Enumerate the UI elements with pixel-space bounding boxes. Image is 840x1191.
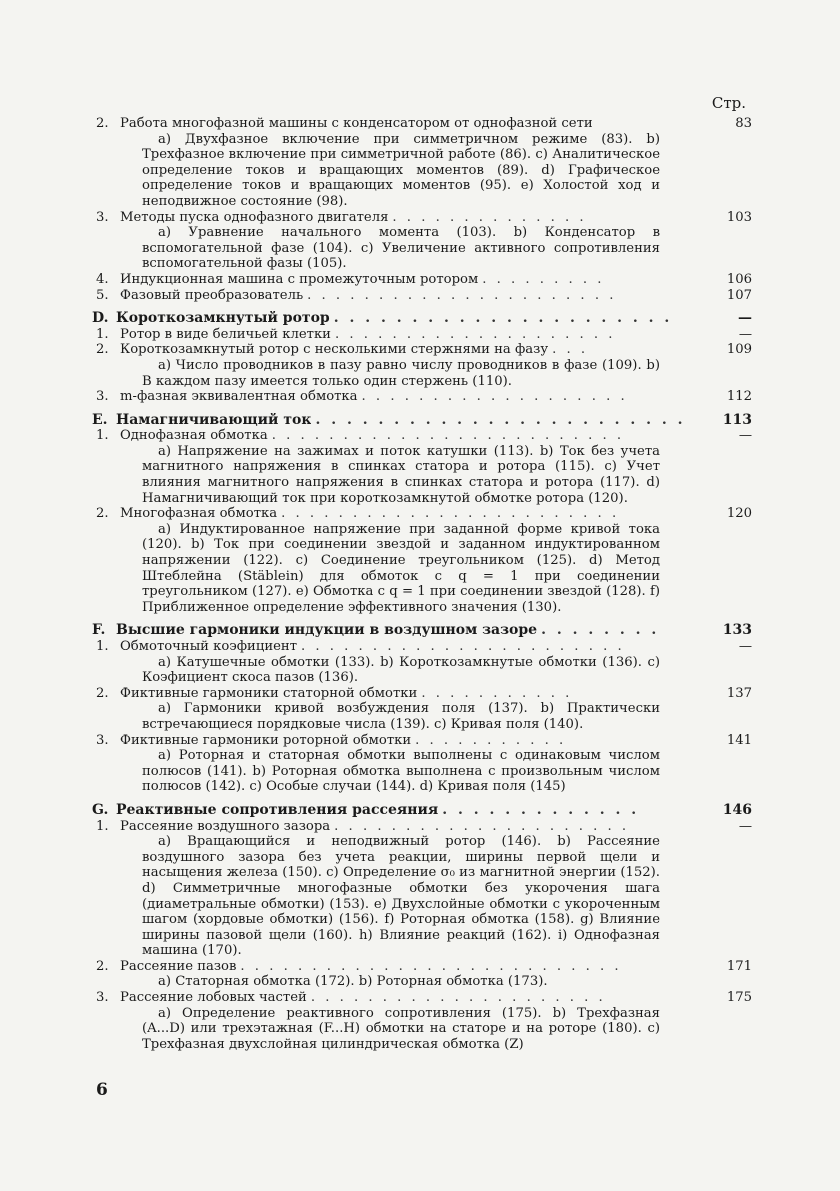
entry-page-number: 113 (722, 411, 752, 428)
entry-title: Работа многофазной машины с конденсатором от однофазной сети (120, 116, 593, 131)
entry-number: 5. (96, 287, 109, 303)
entry-description: а) Напряжение на зажимах и поток катушки (113). b) Ток без учета магнитного напряжения в спинках статора и ротора (115). c) Учет влияния магнитного напряжения в спинках статора и ротора (117). d) Намагничивающий ток при короткозамкнутой обмотке ротора (120). (142, 443, 660, 506)
leader-dots: . . . . . . . . . . . . . . . . . . . . . . (307, 287, 617, 303)
entry-page-number: 103 (726, 209, 752, 225)
leader-dots: . . . . . . . . . . . . . . . . . . . . . . . . (281, 506, 620, 522)
page-number: 6 (96, 1080, 108, 1100)
toc-entry-line (92, 623, 752, 639)
toc-entry (92, 288, 752, 304)
leader-dots: . . . . . . . . . . . . . . . . . . . . (334, 326, 616, 342)
entry-page-number: 109 (726, 342, 752, 358)
toc-entry (92, 210, 752, 272)
entry-title: Фиктивные гармоники роторной обмотки (120, 732, 412, 748)
entry-title: Ротор в виде беличьей клетки (120, 326, 331, 342)
entry-number: G. (92, 801, 109, 818)
toc-entry (92, 428, 752, 506)
entry-description: а) Уравнение начального момента (103). b) Конденсатор в вспомогательной фазе (104). c) Увеличение активного сопротивления вспомогательной фазы (105). (142, 225, 660, 272)
leader-dots: . . . . . . . . . . . . . . . . . . . . . . . (301, 639, 625, 654)
toc-entry-line (92, 342, 752, 358)
entry-page-number: 133 (722, 622, 752, 639)
toc-entry-line (92, 272, 752, 288)
entry-number: 3. (96, 732, 109, 748)
leader-dots: . . . . . . . . . . . . . . . . . . . . . . . . . . . (240, 958, 622, 974)
entry-number: 2. (96, 342, 109, 358)
toc-entry (92, 733, 752, 795)
entry-page-number: 112 (726, 389, 752, 405)
toc-entry (92, 959, 752, 990)
entry-number: 2. (96, 685, 109, 701)
page-column-header: Стр. (711, 94, 746, 112)
leader-dots: . . . . . . . . . . . . . . . . . . . . . (334, 818, 630, 834)
entry-page-number: 175 (726, 990, 752, 1006)
leader-dots: . . . . . . . . . . . (415, 732, 567, 748)
entry-title: Короткозамкнутый ротор (116, 311, 330, 327)
toc-section (92, 803, 752, 819)
entry-description: а) Статорная обмотка (172). b) Роторная обмотка (173). (158, 974, 548, 990)
leader-dots: . . . . . . . . . . . . . . . . . . . (361, 389, 628, 405)
toc-entry (92, 272, 752, 288)
entry-page-number: — (738, 818, 752, 834)
entry-number: 3. (96, 209, 109, 225)
toc-entry (92, 327, 752, 343)
toc-entry-line (92, 639, 752, 655)
entry-title: Реактивные сопротивления рассеяния (116, 802, 439, 818)
toc-section (92, 623, 752, 639)
entry-title: Короткозамкнутый ротор с несколькими стержнями на фазу (120, 342, 549, 358)
toc-entry (92, 686, 752, 733)
leader-dots: . . . . . . . . . . . . . . (392, 209, 587, 225)
entry-number: 2. (96, 116, 109, 131)
entry-title: Намагничивающий ток (116, 412, 312, 428)
entry-page-number: 83 (735, 116, 752, 131)
entry-number: 1. (96, 326, 109, 342)
entry-number: D. (92, 310, 109, 327)
leader-dots: . . . . . . . . . (482, 271, 605, 287)
toc-entry-line (92, 413, 752, 429)
entry-page-number: — (738, 310, 752, 327)
entry-page-number: 107 (726, 287, 752, 303)
entry-title: Фиктивные гармоники статорной обмотки (120, 685, 418, 701)
toc-entry-line (92, 116, 752, 132)
entry-page-number: 106 (726, 271, 752, 287)
table-of-contents (92, 116, 752, 1052)
entry-title: Методы пуска однофазного двигателя (120, 209, 389, 225)
leader-dots: . . . . . . . . . . . . . (442, 802, 640, 818)
entry-description: а) Двухфазное включение при симметричном режиме (83). b) Трехфазное включение при симметричной работе (86). c) Аналитическое определение токов и вращающих моментов (89). d) Графическое определение токов и вращающих моментов (95). e) Холостой ход и неподвижное состояние (98). (142, 131, 660, 209)
toc-entry-line (92, 428, 752, 444)
entry-number: 1. (96, 639, 109, 654)
toc-entry-line (92, 990, 752, 1006)
toc-entry (92, 639, 752, 686)
entry-title: Обмоточный коэфициент (120, 639, 298, 654)
entry-page-number: 146 (722, 801, 752, 818)
entry-description: а) Число проводников в пазу равно числу проводников в фазе (109). b) В каждом пазу имеется только один стержень (110). (142, 357, 660, 389)
entry-number: F. (92, 622, 106, 639)
entry-page-number: 137 (726, 685, 752, 701)
entry-title: Рассеяние пазов (120, 958, 237, 974)
entry-title: Многофазная обмотка (120, 506, 278, 522)
entry-number: 3. (96, 990, 109, 1006)
entry-number: 4. (96, 271, 109, 287)
entry-page-number: 120 (726, 506, 752, 522)
toc-entry-line (92, 327, 752, 343)
leader-dots: . . . . . . . . . . . . . . . . . . . . . . . . . (271, 428, 625, 444)
toc-entry (92, 342, 752, 389)
toc-entry-line (92, 733, 752, 749)
leader-dots: . . . . . . . . (541, 623, 660, 639)
toc-entry (92, 819, 752, 959)
toc-entry-line (92, 288, 752, 304)
toc-entry-line (92, 311, 752, 327)
entry-number: 2. (96, 506, 109, 522)
entry-title: Высшие гармоники индукции в воздушном зазоре (116, 623, 538, 639)
entry-title: m-фазная эквивалентная обмотка (120, 389, 358, 405)
entry-number: 3. (96, 389, 109, 405)
entry-description: а) Индуктированное напряжение при заданной форме кривой тока (120). b) Ток при соединении звездой и заданном индуктированном напряжении (122). c) Соединение треугольником (125). d) Метод Штеблейна (Stäblein) для обмоток с q = 1 при соединении треугольником (127). e) Обмотка с q = 1 при соединении звездой (128). f) Приближенное определение эффективного значения (130). (142, 521, 660, 615)
entry-page-number: — (738, 428, 752, 444)
entry-number: 2. (96, 958, 109, 974)
toc-entry (92, 116, 752, 210)
entry-title: Индукционная машина с промежуточным ротором (120, 271, 479, 287)
toc-section (92, 311, 752, 327)
toc-entry-line (92, 210, 752, 226)
entry-number: 1. (96, 818, 109, 834)
entry-page-number: — (738, 326, 752, 342)
toc-entry (92, 389, 752, 405)
entry-description: а) Гармоники кривой возбуждения поля (137). b) Практически встречающиеся порядковые числа (139). c) Кривая поля (140). (142, 701, 660, 732)
toc-entry-line (92, 803, 752, 819)
entry-description: а) Вращающийся и неподвижный ротор (146). b) Рассеяние воздушного зазора без учета реакции, ширины первой щели и насыщения железа (150). c) Определение σ₀ из магнитной энергии (152). d) Симметричные многофазные обмотки без укорочения шага (диаметральные обмотки) (153). e) Двухслойные обмотки с укороченным шагом (хордовые обмотки) (156). f) Роторная обмотка (158). g) Влияние ширины пазовой щели (160). h) Влияние реакций (162). i) Однофазная машина (170). (142, 834, 660, 959)
toc-section (92, 413, 752, 429)
entry-page-number: 171 (726, 958, 752, 974)
leader-dots: . . . (552, 342, 589, 358)
entry-description: а) Определение реактивного сопротивления (175). b) Трехфазная (A...D) или трехэтажная (F...H) обмотки на статоре и на роторе (180). c) Трехфазная двухслойная цилиндрическая обмотка (Z) (142, 1005, 660, 1052)
leader-dots: . . . . . . . . . . . . . . . . . . . . . (310, 990, 606, 1006)
toc-entry-line (92, 819, 752, 835)
toc-entry-line (92, 506, 752, 522)
entry-title: Рассеяние лобовых частей (120, 990, 307, 1006)
entry-title: Рассеяние воздушного зазора (120, 818, 331, 834)
toc-entry-line (92, 959, 752, 975)
entry-number: 1. (96, 428, 109, 444)
leader-dots: . . . . . . . . . . . . . . . . . . . . . . . . (315, 412, 686, 428)
entry-title: Однофазная обмотка (120, 428, 268, 444)
entry-description: а) Катушечные обмотки (133). b) Короткозамкнутые обмотки (136). c) Коэфициент скоса пазов (136). (142, 654, 660, 686)
entry-description: а) Роторная и статорная обмотки выполнены с одинаковым числом полюсов (141). b) Роторная обмотка выполнена с произвольным числом полюсов (142). c) Особые случаи (144). d) Кривая поля (145) (142, 748, 660, 795)
entry-page-number: — (738, 639, 752, 654)
entry-title: Фазовый преобразователь (120, 287, 304, 303)
toc-entry-line (92, 686, 752, 702)
leader-dots: . . . . . . . . . . . . . . . . . . . . . . (333, 311, 673, 327)
toc-entry (92, 990, 752, 1052)
leader-dots: . . . . . . . . . . . (421, 685, 573, 701)
entry-page-number: 141 (726, 732, 752, 748)
toc-entry (92, 506, 752, 615)
entry-number: E. (92, 411, 108, 428)
toc-entry-line (92, 389, 752, 405)
